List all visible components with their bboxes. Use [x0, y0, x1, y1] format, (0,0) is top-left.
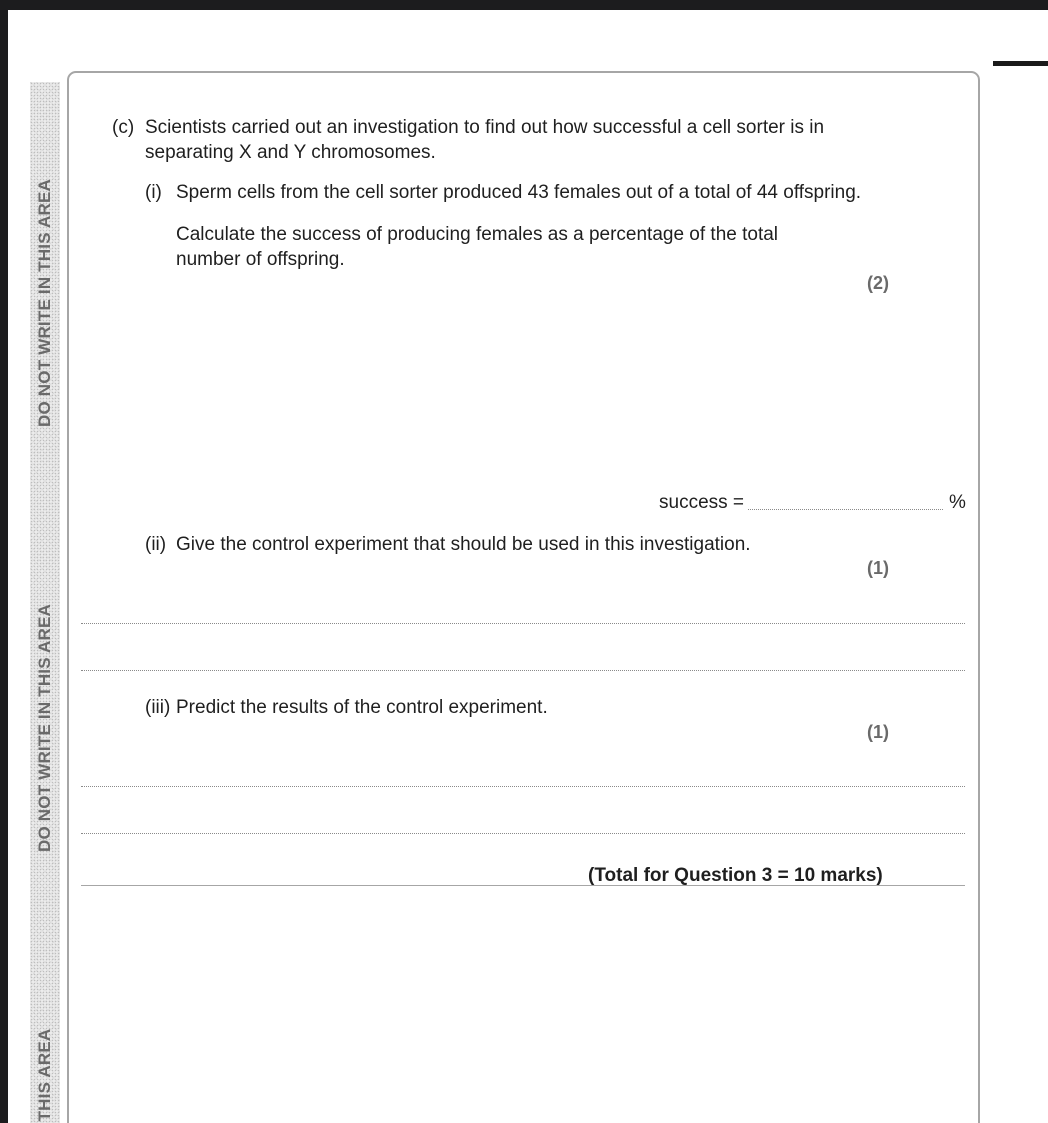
answer-line[interactable]: [81, 670, 965, 671]
percent-unit: %: [949, 492, 966, 513]
part-ii-question: Give the control experiment that should be used in this investigation.: [176, 534, 751, 555]
part-c-intro-line2: separating X and Y chromosomes.: [145, 142, 436, 163]
part-iii-marks: (1): [867, 722, 889, 742]
part-c-intro-line1: Scientists carried out an investigation to find out how successful a cell sorter is in: [145, 117, 825, 138]
margin-warning-label: DO NOT WRITE IN THIS AREA: [35, 178, 54, 428]
corner-marker: [993, 61, 1048, 66]
answer-line[interactable]: [81, 833, 965, 834]
margin-warning-label: THIS AREA: [35, 1028, 54, 1122]
section-rule: [81, 885, 965, 886]
part-ii-marks: (1): [867, 558, 889, 578]
success-label: success =: [659, 492, 745, 513]
success-answer-line[interactable]: [748, 509, 943, 510]
part-iii-question: Predict the results of the control experiment.: [176, 697, 548, 718]
part-iii-label: (iii): [145, 697, 171, 718]
answer-line[interactable]: [81, 786, 965, 787]
part-i-instruction-line1: Calculate the success of producing females as a percentage of the total: [176, 224, 779, 245]
part-ii-label: (ii): [145, 534, 167, 555]
part-c-label: (c): [112, 117, 135, 138]
margin-warning-label: DO NOT WRITE IN THIS AREA: [35, 603, 54, 853]
part-i-instruction-line2: number of offspring.: [176, 249, 345, 270]
exam-page: [8, 10, 1048, 1123]
part-i-statement: Sperm cells from the cell sorter produced 43 females out of a total of 44 offspring.: [176, 182, 862, 203]
question-total: (Total for Question 3 = 10 marks): [588, 865, 883, 886]
part-i-label: (i): [145, 182, 162, 203]
part-i-marks: (2): [867, 273, 889, 293]
answer-line[interactable]: [81, 623, 965, 624]
